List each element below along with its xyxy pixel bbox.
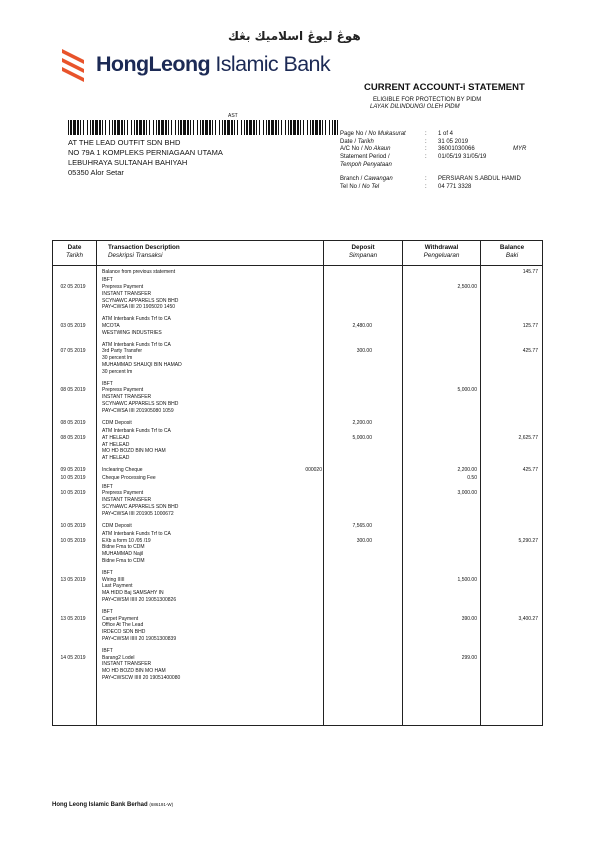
barcode-bar bbox=[70, 120, 72, 135]
barcode-bar bbox=[156, 120, 157, 135]
description-line: Bidne Fma to CDM bbox=[102, 558, 145, 565]
col-header-bm: Deskripsi Transaksi bbox=[108, 251, 163, 259]
barcode-bar bbox=[190, 120, 191, 135]
barcode-bar bbox=[285, 120, 286, 135]
barcode-bar bbox=[319, 120, 321, 135]
barcode-bar bbox=[307, 120, 308, 135]
col-header-en: Balance bbox=[499, 244, 525, 251]
row-withdrawal: 2,500.00 bbox=[457, 284, 477, 291]
row-deposit: 7,565.00 bbox=[352, 522, 372, 529]
description-line: MA HIDD Baj SAMSAHY IN bbox=[102, 590, 164, 597]
description-line: PAY•CWSM IIIII 20 19051300826 bbox=[102, 597, 177, 604]
barcode-bar bbox=[171, 120, 172, 135]
row-balance: 425.77 bbox=[522, 467, 538, 473]
barcode-bar bbox=[90, 120, 91, 135]
barcode-bar bbox=[300, 120, 301, 135]
barcode-bar bbox=[322, 120, 323, 135]
description-line: CDM Deposit bbox=[102, 419, 132, 426]
barcode-bar bbox=[139, 120, 142, 135]
row-withdrawal: 5,000.00 bbox=[457, 387, 477, 394]
barcode-bar bbox=[105, 120, 106, 135]
col-header-en: Date bbox=[67, 244, 82, 251]
description-line: INSTANT TRANSFER bbox=[102, 290, 152, 297]
barcode-bar bbox=[209, 120, 211, 135]
info-colon: : bbox=[425, 154, 427, 161]
info-colon: : bbox=[425, 176, 427, 183]
barcode-bar bbox=[99, 120, 101, 135]
row-description bbox=[102, 475, 302, 482]
hong-leong-logo-icon bbox=[60, 43, 92, 83]
description-line: Bidne Fma to CDM bbox=[102, 544, 145, 551]
row-date: 10 05 2019 bbox=[60, 475, 86, 482]
barcode-bar bbox=[92, 120, 94, 135]
row-deposit: 300.00 bbox=[356, 348, 372, 355]
barcode-bar bbox=[259, 120, 260, 135]
description-line: INSTANT TRANSFER bbox=[102, 497, 152, 504]
footer-bank-name bbox=[52, 802, 173, 808]
barcode-bar bbox=[227, 120, 230, 135]
row-description bbox=[102, 484, 302, 518]
description-line: EXb a form 10 /05 /19 bbox=[102, 537, 151, 544]
barcode-bar bbox=[332, 120, 333, 135]
row-withdrawal: 0.50 bbox=[467, 475, 477, 482]
barcode-bar bbox=[136, 120, 138, 135]
row-balance: 125.77 bbox=[522, 323, 538, 330]
description-line: IBFT bbox=[102, 380, 113, 387]
row-description bbox=[102, 648, 302, 682]
row-withdrawal: 1,500.00 bbox=[457, 576, 477, 583]
barcode-bar bbox=[256, 120, 257, 135]
info-label: Date / Tarikh bbox=[340, 138, 374, 145]
barcode-bar bbox=[131, 120, 132, 135]
header-divider bbox=[52, 265, 543, 266]
info-currency: MYR bbox=[513, 146, 527, 153]
brand-arabic-name: هوڠ ليوڠ اسلاميك بڠك bbox=[228, 29, 361, 43]
barcode-bar bbox=[121, 120, 123, 135]
description-line: MUHAMMAD SHAUQI BIN HAMAD bbox=[102, 362, 182, 369]
info-value: PERSIARAN S.ABDUL HAMID bbox=[438, 176, 521, 183]
col-header-bm: Simpanan bbox=[348, 251, 378, 259]
info-value: 31 05 2019 bbox=[438, 138, 469, 145]
barcode-bar bbox=[143, 120, 145, 135]
col-header-en: Deposit bbox=[351, 244, 375, 251]
description-line: SCYNAWC APPARELS SDN BHD bbox=[102, 401, 179, 408]
description-line: IBFT bbox=[102, 608, 113, 615]
col-header-date bbox=[53, 244, 96, 259]
description-line: Prepress Payment bbox=[102, 490, 144, 497]
info-label: Statement Period / bbox=[340, 154, 390, 161]
row-deposit: 2,480.00 bbox=[352, 323, 372, 330]
info-value: 04 771 3328 bbox=[438, 184, 472, 191]
column-divider bbox=[323, 240, 324, 726]
barcode-bar bbox=[275, 120, 277, 135]
col-header-withdrawal bbox=[403, 244, 480, 259]
barcode-bar bbox=[187, 120, 189, 135]
barcode-bar bbox=[73, 120, 76, 135]
barcode-bar bbox=[77, 120, 79, 135]
row-description bbox=[102, 269, 302, 276]
col-header-description bbox=[108, 244, 308, 259]
description-line: 3rd Party Transfer bbox=[102, 348, 143, 355]
description-line: Prepress Payment bbox=[102, 284, 144, 291]
info-value: 36001030066 bbox=[438, 146, 475, 153]
barcode-bar bbox=[134, 120, 135, 135]
description-line: PAY•CWSA IIII 201905080 1059 bbox=[102, 407, 174, 414]
barcode-bar bbox=[168, 120, 169, 135]
description-line: AT HELEAD bbox=[102, 434, 130, 441]
description-line: ATM Interbank Funds Trf to CA bbox=[102, 428, 171, 434]
footer-name: Hong Leong Islamic Bank Berhad bbox=[52, 802, 148, 808]
barcode-bar bbox=[178, 120, 179, 135]
info-colon: : bbox=[425, 184, 427, 191]
description-line: AT HELEAD bbox=[102, 441, 130, 448]
barcode-bar bbox=[117, 120, 120, 135]
info-value: 01/05/19 31/05/19 bbox=[438, 154, 487, 161]
description-line: IBFT bbox=[102, 647, 113, 654]
barcode-bar bbox=[303, 120, 304, 135]
description-line: Carpet Payment bbox=[102, 615, 139, 622]
row-description bbox=[102, 381, 302, 415]
description-line: MCOTA bbox=[102, 323, 120, 330]
barcode-bar bbox=[266, 120, 267, 135]
brand-name-bold: HongLeong bbox=[96, 52, 211, 76]
barcode-bar bbox=[200, 120, 201, 135]
barcode-bar bbox=[95, 120, 98, 135]
row-date: 07 05 2019 bbox=[60, 348, 86, 355]
pidm-eligibility: ELIGIBLE FOR PROTECTION BY PIDM bbox=[373, 97, 482, 103]
barcode-bar bbox=[337, 120, 338, 135]
description-line: MUHAMMAD Najil bbox=[102, 551, 144, 558]
description-line: ATM Interbank Funds Trf to CA bbox=[102, 530, 171, 537]
row-date: 14 05 2019 bbox=[60, 654, 86, 661]
row-date: 13 05 2019 bbox=[60, 615, 86, 622]
barcode-bar bbox=[87, 120, 88, 135]
barcode-bar bbox=[193, 120, 194, 135]
barcode-bar bbox=[158, 120, 160, 135]
description-line: 30 percent lm bbox=[102, 368, 133, 375]
barcode-bar bbox=[212, 120, 213, 135]
barcode-bar bbox=[244, 120, 245, 135]
info-value: 1 of 4 bbox=[438, 131, 454, 137]
info-label: Tel No / No Tel bbox=[340, 184, 380, 191]
row-withdrawal: 299.00 bbox=[461, 654, 477, 661]
row-balance: 5,290.27 bbox=[518, 537, 538, 544]
description-line: MO HD BOZD BIN MO HAM bbox=[102, 668, 166, 675]
description-line: INSTANT TRANSFER bbox=[102, 394, 152, 401]
description-line: IBFT bbox=[102, 277, 113, 284]
barcode-bar bbox=[278, 120, 279, 135]
description-line: ATM Interbank Funds Trf to CA bbox=[102, 341, 171, 348]
description-line: IBFT bbox=[102, 569, 113, 576]
barcode-bar bbox=[68, 120, 69, 135]
row-description bbox=[102, 428, 302, 462]
barcode-bar bbox=[297, 120, 299, 135]
description-line: IRDECO SDN BHD bbox=[102, 629, 146, 636]
row-description bbox=[102, 523, 302, 530]
address-line: AT THE LEAD OUTFIT SDN BHD bbox=[68, 138, 181, 147]
barcode-bar bbox=[161, 120, 164, 135]
row-balance: 145.77 bbox=[522, 269, 538, 275]
ast-marker: AST bbox=[228, 113, 238, 119]
row-description bbox=[102, 277, 302, 311]
barcode-bar bbox=[249, 120, 252, 135]
barcode-bar bbox=[202, 120, 204, 135]
row-cheque-ref: 000020 bbox=[305, 467, 322, 473]
barcode-bar bbox=[80, 120, 81, 135]
footer-reg: (686191-W) bbox=[149, 802, 174, 807]
col-header-en: Withdrawal bbox=[424, 244, 459, 251]
barcode-bar bbox=[215, 120, 216, 135]
barcode-bar bbox=[205, 120, 208, 135]
barcode-bar bbox=[281, 120, 282, 135]
description-line: Wiring IIIII bbox=[102, 576, 125, 583]
row-description bbox=[102, 342, 302, 376]
description-line: MO HD BOZD BIN MO HAM bbox=[102, 448, 166, 455]
info-colon: : bbox=[425, 146, 427, 153]
info-label: Page No / No Mukasurat bbox=[340, 131, 406, 137]
row-description bbox=[102, 570, 302, 604]
description-line: PAY•CWSA IIII 201905 1000672 bbox=[102, 510, 174, 517]
row-withdrawal: 2,200.00 bbox=[457, 467, 477, 473]
barcode-bar bbox=[165, 120, 167, 135]
barcode-bar bbox=[114, 120, 116, 135]
barcode-bar bbox=[146, 120, 147, 135]
description-line: PAY•CWSA IIII 20 1905020 1450 bbox=[102, 304, 176, 311]
barcode-bar bbox=[293, 120, 296, 135]
description-line: Office At The Lead bbox=[102, 622, 144, 629]
row-date: 09 05 2019 bbox=[60, 467, 86, 473]
barcode-bar bbox=[237, 120, 238, 135]
description-line: SCYNAWC APPARELS SDN BHD bbox=[102, 503, 179, 510]
row-balance: 3,400.27 bbox=[518, 615, 538, 622]
barcode-bar bbox=[127, 120, 128, 135]
row-description bbox=[102, 531, 302, 565]
row-description bbox=[102, 316, 302, 336]
description-line: AT HELEAD bbox=[102, 455, 130, 462]
row-description bbox=[102, 420, 302, 427]
row-deposit: 300.00 bbox=[356, 537, 372, 544]
row-date: 10 05 2019 bbox=[60, 537, 86, 544]
barcode-bar bbox=[109, 120, 110, 135]
row-balance: 425.77 bbox=[522, 348, 538, 355]
row-date: 03 05 2019 bbox=[60, 323, 86, 330]
barcode-bar bbox=[334, 120, 336, 135]
barcode-bar bbox=[153, 120, 154, 135]
barcode-bar bbox=[246, 120, 248, 135]
description-line: Prepress Payment bbox=[102, 387, 144, 394]
barcode-bar bbox=[219, 120, 220, 135]
row-withdrawal: 3,000.00 bbox=[457, 490, 477, 497]
barcode-bar bbox=[268, 120, 270, 135]
row-date: 02 05 2019 bbox=[60, 284, 86, 291]
description-line: CDM Deposit bbox=[102, 522, 132, 529]
barcode-bar bbox=[325, 120, 326, 135]
barcode-bar bbox=[271, 120, 274, 135]
barcode-bar bbox=[183, 120, 186, 135]
row-description bbox=[102, 609, 302, 643]
barcode-bar bbox=[241, 120, 242, 135]
barcode-bar bbox=[329, 120, 330, 135]
description-line: PAY•CWSM IIIII 20 19051300839 bbox=[102, 636, 177, 643]
address-line: 05350 Alor Setar bbox=[68, 168, 124, 177]
description-line: SCYNAWC APPARELS SDN BHD bbox=[102, 297, 179, 304]
barcode-bar bbox=[112, 120, 113, 135]
barcode-bar bbox=[253, 120, 255, 135]
barcode-bar bbox=[290, 120, 292, 135]
description-line: INSTANT TRANSFER bbox=[102, 661, 152, 668]
description-line: Balance from previous statement bbox=[102, 269, 176, 275]
customer-address bbox=[68, 138, 223, 178]
col-header-bm: Pengeluaran bbox=[423, 251, 460, 259]
info-label: A/C No / No Akaun bbox=[340, 146, 391, 153]
description-line: Last Payment bbox=[102, 583, 133, 590]
address-line: NO 79A 1 KOMPLEKS PERNIAGAAN UTAMA bbox=[68, 148, 223, 157]
description-line: WESTWING INDUSTRIES bbox=[102, 329, 162, 336]
info-colon: : bbox=[425, 131, 427, 137]
row-withdrawal: 390.00 bbox=[461, 615, 477, 622]
barcode-bar bbox=[197, 120, 198, 135]
column-divider bbox=[402, 240, 403, 726]
description-line: Barang2 Lodel bbox=[102, 654, 135, 661]
barcode-bar bbox=[102, 120, 103, 135]
barcode-bar bbox=[149, 120, 150, 135]
column-divider bbox=[480, 240, 481, 726]
info-label: Branch / Cawangan bbox=[340, 176, 393, 183]
barcode-bar bbox=[263, 120, 264, 135]
barcode-bar bbox=[315, 120, 318, 135]
info-label: Tempoh Penyataan bbox=[340, 161, 392, 168]
barcode-bar bbox=[288, 120, 289, 135]
row-date: 10 05 2019 bbox=[60, 522, 86, 529]
row-date: 08 05 2019 bbox=[60, 434, 86, 441]
column-divider bbox=[96, 240, 97, 726]
barcode-bar bbox=[224, 120, 226, 135]
col-header-bm: Tarikh bbox=[66, 251, 83, 259]
barcode-bar bbox=[180, 120, 182, 135]
brand-name bbox=[96, 52, 330, 77]
pidm-eligibility-bm: LAYAK DILINDUNGI OLEH PIDM bbox=[370, 104, 460, 110]
description-line: IBFT bbox=[102, 483, 113, 490]
barcode-icon bbox=[68, 120, 338, 135]
row-date: 10 05 2019 bbox=[60, 490, 86, 497]
info-colon: : bbox=[425, 138, 427, 145]
barcode-bar bbox=[83, 120, 84, 135]
statement-title: CURRENT ACCOUNT-i STATEMENT bbox=[364, 82, 525, 93]
row-deposit: 5,000.00 bbox=[352, 434, 372, 441]
brand-name-light: Islamic Bank bbox=[210, 52, 331, 76]
col-header-balance bbox=[481, 244, 543, 259]
description-line: PAY•CWSCW IIIII 20 19051400080 bbox=[102, 675, 181, 682]
row-date: 08 05 2019 bbox=[60, 387, 86, 394]
description-line: ATM Interbank Funds Trf to CA bbox=[102, 316, 171, 323]
row-date: 13 05 2019 bbox=[60, 576, 86, 583]
barcode-bar bbox=[222, 120, 223, 135]
col-header-bm: Baki bbox=[505, 251, 519, 259]
description-line: Cheque Processing Fee bbox=[102, 475, 156, 482]
barcode-bar bbox=[231, 120, 233, 135]
description-line: 30 percent lm bbox=[102, 355, 133, 362]
barcode-bar bbox=[175, 120, 176, 135]
barcode-bar bbox=[124, 120, 125, 135]
description-line: Inclearing Cheque bbox=[102, 467, 143, 473]
address-line: LEBUHRAYA SULTANAH BAHIYAH bbox=[68, 158, 188, 167]
col-header-en: Transaction Description bbox=[108, 244, 180, 251]
row-date: 08 05 2019 bbox=[60, 419, 86, 426]
barcode-bar bbox=[234, 120, 235, 135]
row-balance: 2,625.77 bbox=[518, 434, 538, 441]
barcode-bar bbox=[310, 120, 311, 135]
col-header-deposit bbox=[324, 244, 402, 259]
barcode-bar bbox=[312, 120, 314, 135]
row-deposit: 2,200.00 bbox=[352, 419, 372, 426]
